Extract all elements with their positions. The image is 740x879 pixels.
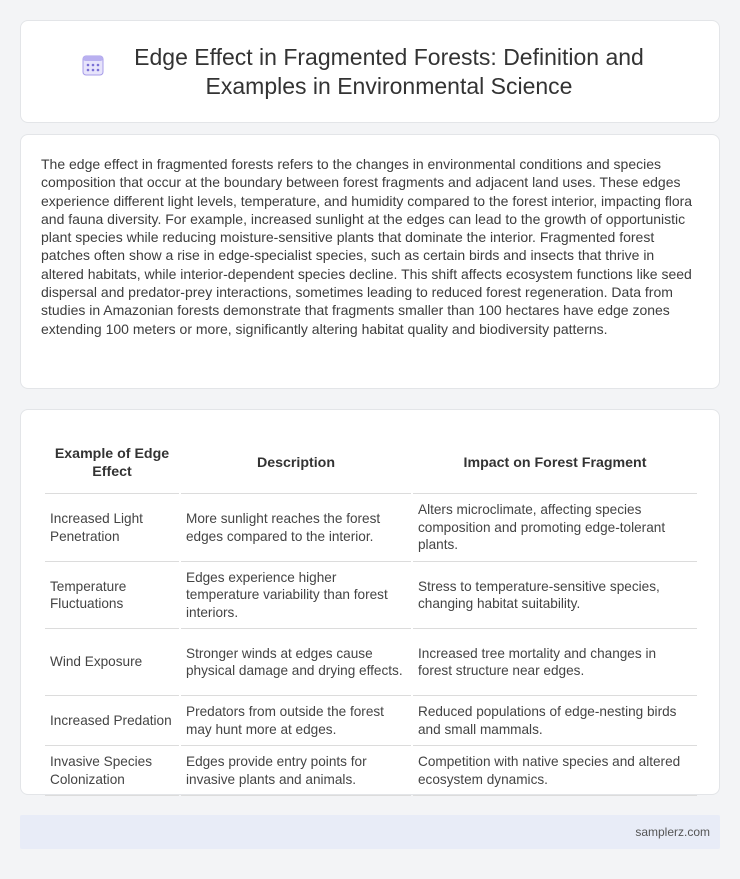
cell-impact: Reduced populations of edge-nesting birds and small mammals. bbox=[413, 696, 697, 746]
cell-description: Stronger winds at edges cause physical damage and drying effects. bbox=[181, 629, 411, 696]
cell-impact: Increased tree mortality and changes in forest structure near edges. bbox=[413, 629, 697, 696]
cell-description: Edges provide entry points for invasive plants and animals. bbox=[181, 746, 411, 796]
cell-example: Wind Exposure bbox=[45, 629, 179, 696]
table-row bbox=[45, 562, 697, 629]
cell-impact: Alters microclimate, affecting species composition and promoting edge-tolerant plants. bbox=[413, 494, 697, 562]
table-row bbox=[45, 746, 697, 796]
cell-example: Increased Predation bbox=[45, 696, 179, 746]
table-card bbox=[20, 409, 720, 795]
table-row bbox=[45, 629, 697, 696]
cell-description: Edges experience higher temperature variability than forest interiors. bbox=[181, 562, 411, 629]
footer bbox=[20, 815, 720, 849]
table-row bbox=[45, 696, 697, 746]
edge-effect-table bbox=[43, 432, 699, 796]
cell-description: Predators from outside the forest may hunt more at edges. bbox=[181, 696, 411, 746]
table-header-row bbox=[45, 432, 697, 494]
summary-card bbox=[20, 134, 720, 389]
cell-description: More sunlight reaches the forest edges compared to the interior. bbox=[181, 494, 411, 562]
cell-example: Invasive Species Colonization bbox=[45, 746, 179, 796]
cell-impact: Stress to temperature-sensitive species, changing habitat suitability. bbox=[413, 562, 697, 629]
title-card bbox=[20, 20, 720, 123]
column-header-impact: Impact on Forest Fragment bbox=[413, 432, 697, 494]
column-header-example: Example of Edge Effect bbox=[45, 432, 179, 494]
cell-example: Temperature Fluctuations bbox=[45, 562, 179, 629]
cell-impact: Competition with native species and altered ecosystem dynamics. bbox=[413, 746, 697, 796]
page-title: Edge Effect in Fragmented Forests: Definition and Examples in Environmental Science bbox=[134, 43, 644, 99]
cell-example: Increased Light Penetration bbox=[45, 494, 179, 562]
title-wrap bbox=[81, 43, 659, 101]
calendar-grid-icon bbox=[81, 53, 105, 77]
column-header-description: Description bbox=[181, 432, 411, 494]
summary-paragraph: The edge effect in fragmented forests refers to the changes in environmental conditions and species composition that occur at the boundary between forest fragments and adjacent land uses. These edges experience different light levels, temperature, and humidity compared to the forest interior, impacting flora and fauna diversity. For example, increased sunlight at the edges can lead to the growth of opportunistic plant species while reducing moisture-sensitive plants that dominate the interior. Fragmented forest patches often show a rise in edge-specialist species, such as certain birds and insects that thrive in altered habitats, while interior-dependent species decline. This shift affects ecosystem functions like seed dispersal and predator-prey interactions, sometimes leading to reduced forest regeneration. Data from studies in Amazonian forests demonstrate that fragments smaller than 100 hectares have edge zones extending 100 meters or more, significantly altering habitat quality and biodiversity patterns. bbox=[41, 156, 693, 337]
table-row bbox=[45, 494, 697, 562]
footer-site-link[interactable]: samplerz.com bbox=[635, 825, 710, 839]
